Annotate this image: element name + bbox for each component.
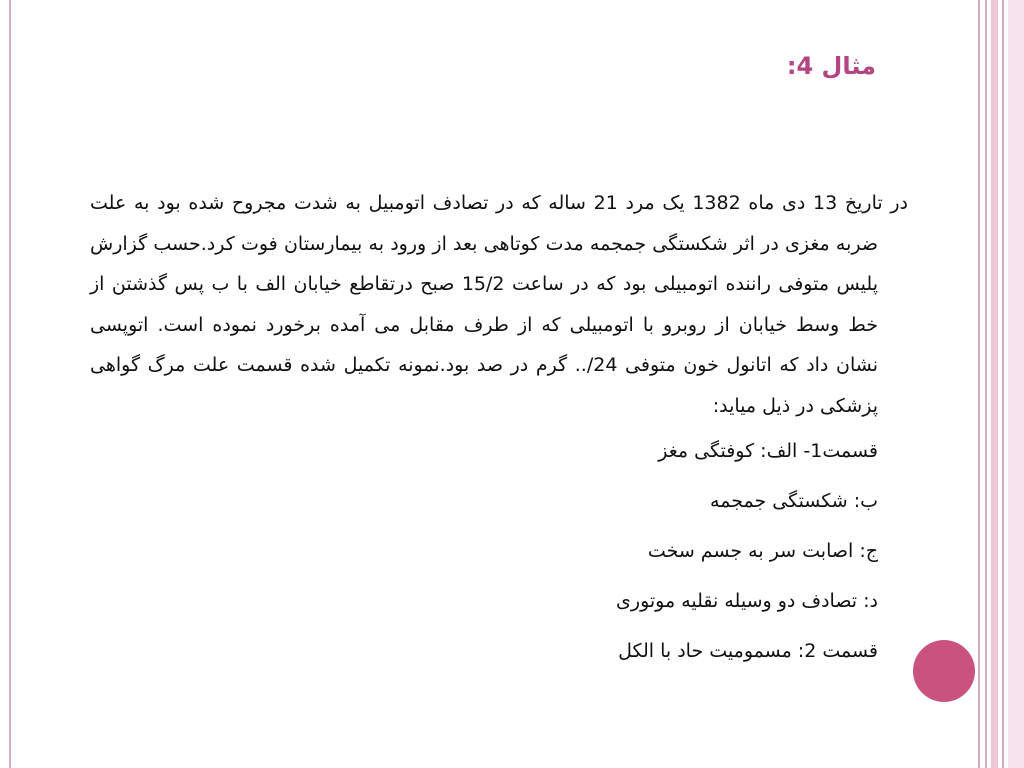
list-item: د: تصادف دو وسیله نقلیه موتوری [616,590,878,612]
list-item: قسمت1- الف: کوفتگی مغز [658,440,878,462]
decorative-circle [913,640,975,702]
list-item: قسمت 2: مسمومیت حاد با الکل [618,640,878,662]
stripe [1002,0,1004,768]
left-border-line [9,0,11,768]
list-item: ج: اصابت سر به جسم سخت [647,540,878,562]
case-paragraph: در تاریخ 13 دی ماه 1382 یک مرد 21 ساله که در تصادف اتومبیل به شدت مجروح شده بود به علت ضربه مغزی در اثر شکستگی جمجمه مدت کوتاهی بعد از ورود به بیمارستان فوت کرد.حسب گزارش پلیس متوفی راننده اتومبیلی بود که در ساعت 15/2 صبح درتقاطع خیابان الف با ب پس گذشتن از خط وسط خیابان از روبرو با اتومبیلی که از طرف مقابل می آمده برخورد نموده است. اتوپسی نشان داد که اتانول خون متوفی 24/.. گرم در صد بود.نمونه تکمیل شده قسمت علت مرگ گواهی پزشکی در ذیل میاید: [90,192,908,417]
slide-body [60,183,908,676]
stripe [978,0,980,768]
right-decorative-stripes [978,0,1024,768]
slide-title: مثال 4: [786,52,876,80]
stripe [991,0,998,768]
stripe [985,0,987,768]
list-item: ب: شکستگی جمجمه [710,490,878,512]
stripe [1008,0,1024,768]
